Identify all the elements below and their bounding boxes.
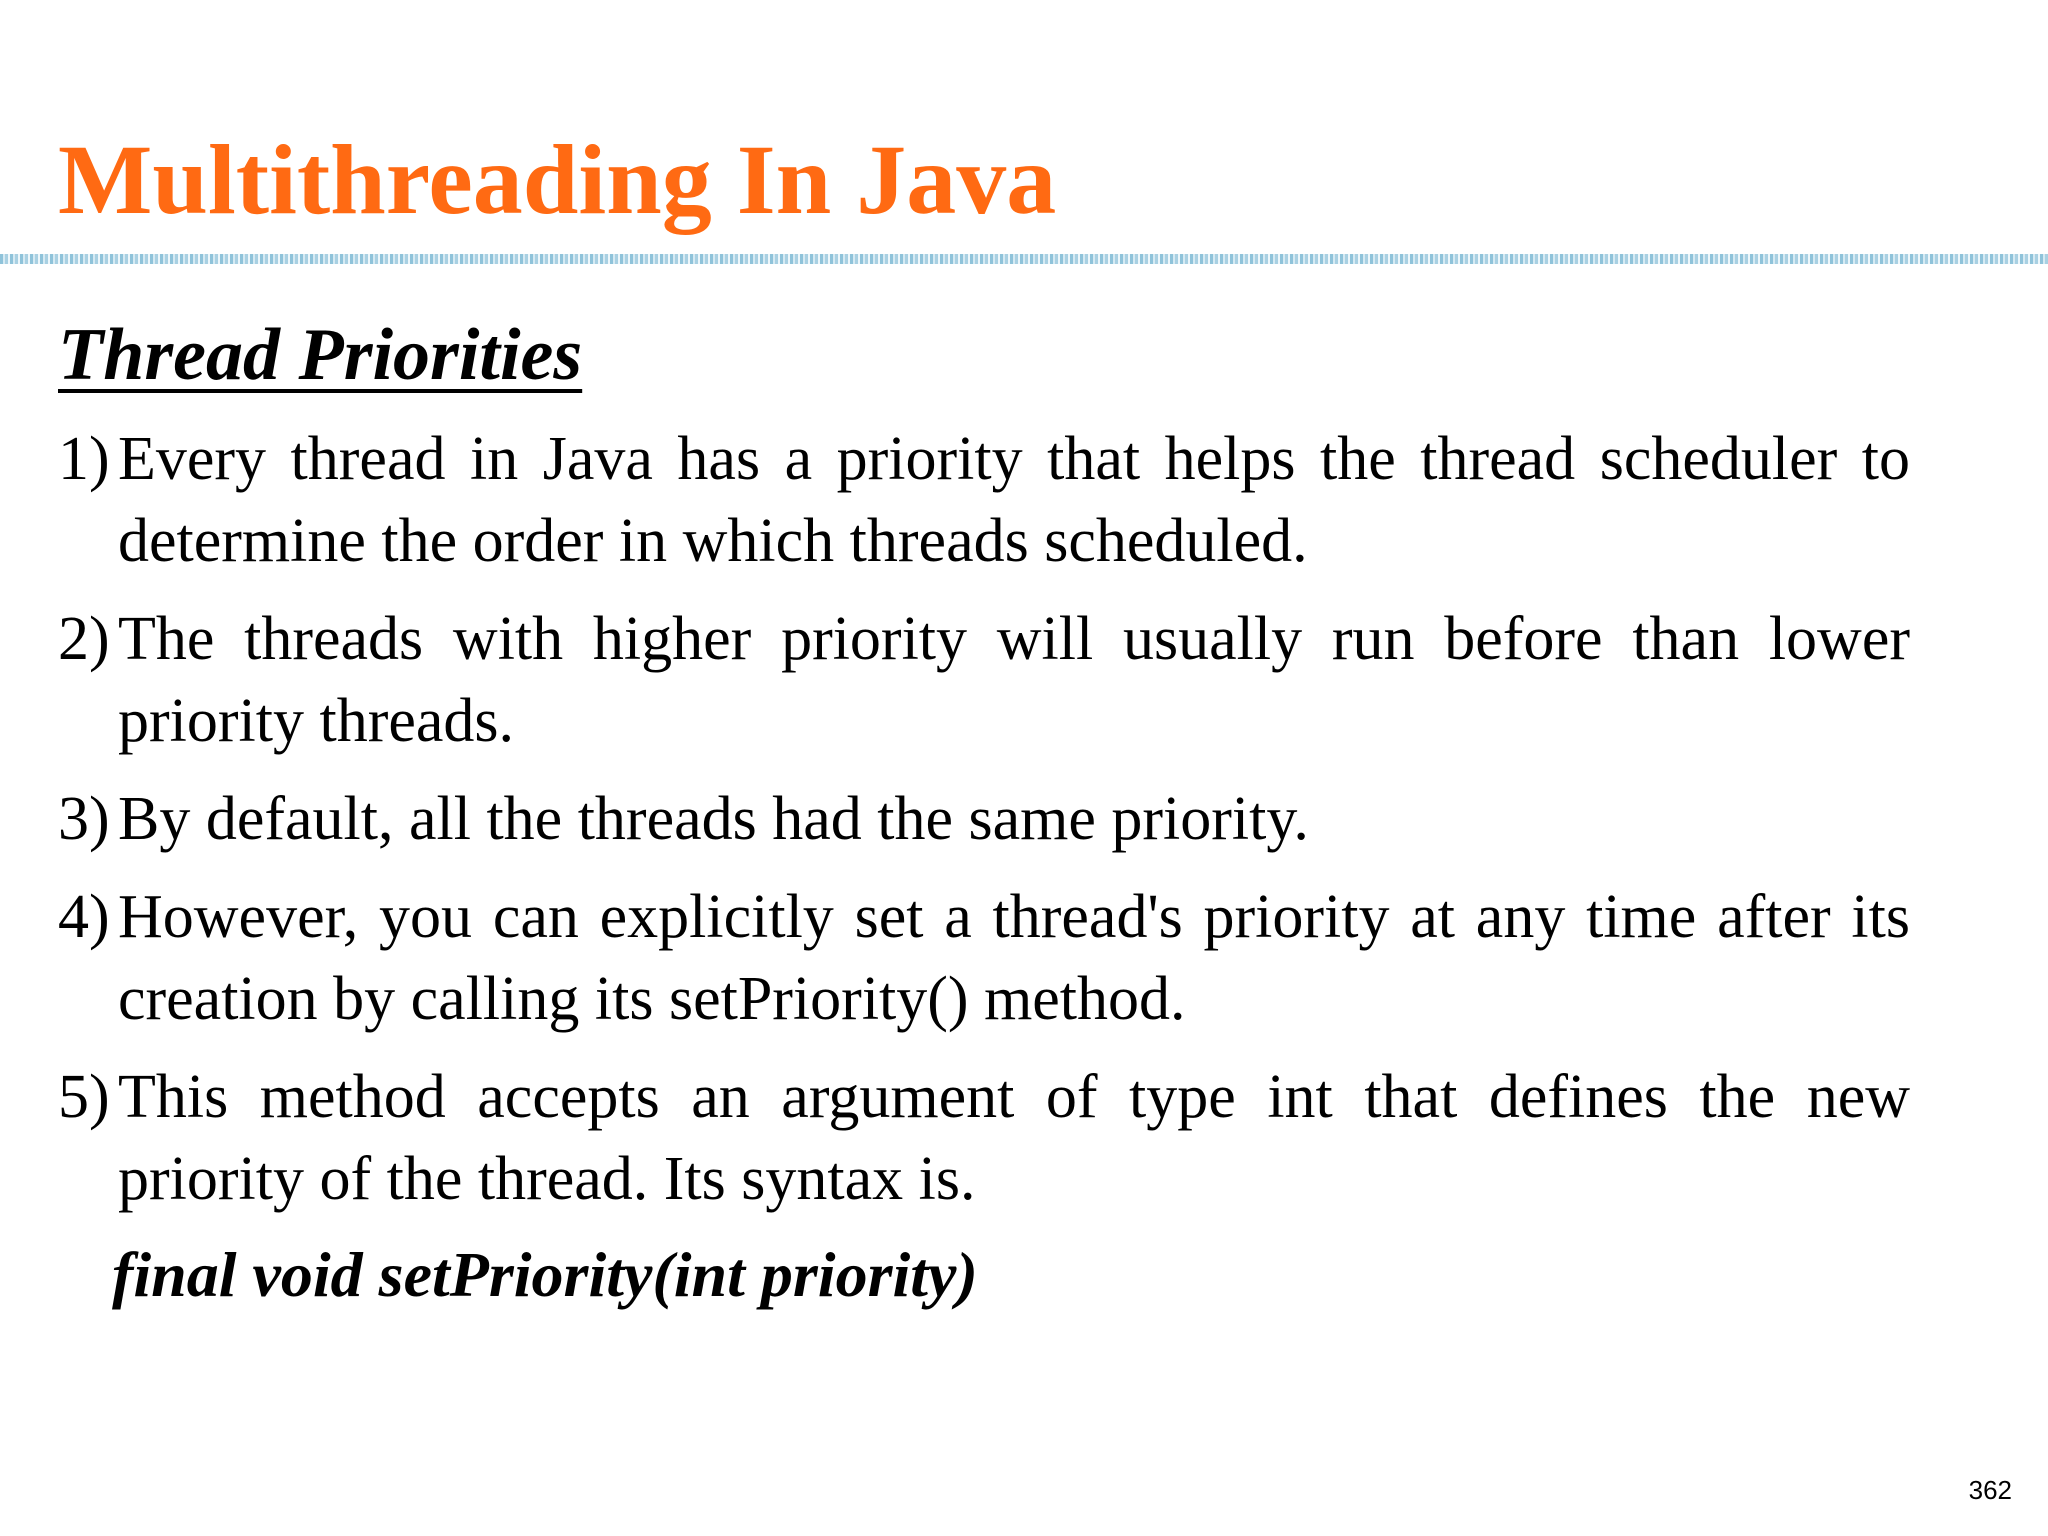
list-item — [58, 876, 1910, 1040]
list-number: 5) — [58, 1063, 110, 1131]
list-number: 2) — [58, 605, 110, 673]
list-number: 1) — [58, 425, 110, 493]
thread-priority-list — [58, 418, 1910, 1236]
list-number: 3) — [58, 785, 110, 853]
list-item-text: By default, all the threads had the same priority. — [118, 785, 1309, 853]
list-item-text: Every thread in Java has a priority that helps the thread scheduler to determine the order in which threads scheduled. — [118, 425, 1910, 575]
list-item — [58, 1056, 1910, 1220]
decorative-divider — [0, 254, 2048, 264]
list-item — [58, 598, 1910, 762]
list-item — [58, 778, 1910, 860]
slide-title: Multithreading In Java — [58, 124, 1057, 235]
page-number: 362 — [1968, 1475, 2012, 1505]
syntax-example: final void setPriority(int priority) — [112, 1239, 978, 1310]
list-item-text: However, you can explicitly set a thread's priority at any time after its creation by calling its setPriority() method. — [118, 883, 1910, 1033]
list-item-text: This method accepts an argument of type int that defines the new priority of the thread. Its syntax is. — [118, 1063, 1910, 1213]
section-subtitle: Thread Priorities — [58, 314, 583, 396]
list-item — [58, 418, 1910, 582]
list-item-text: The threads with higher priority will usually run before than lower priority threads. — [118, 605, 1910, 755]
list-number: 4) — [58, 883, 110, 951]
